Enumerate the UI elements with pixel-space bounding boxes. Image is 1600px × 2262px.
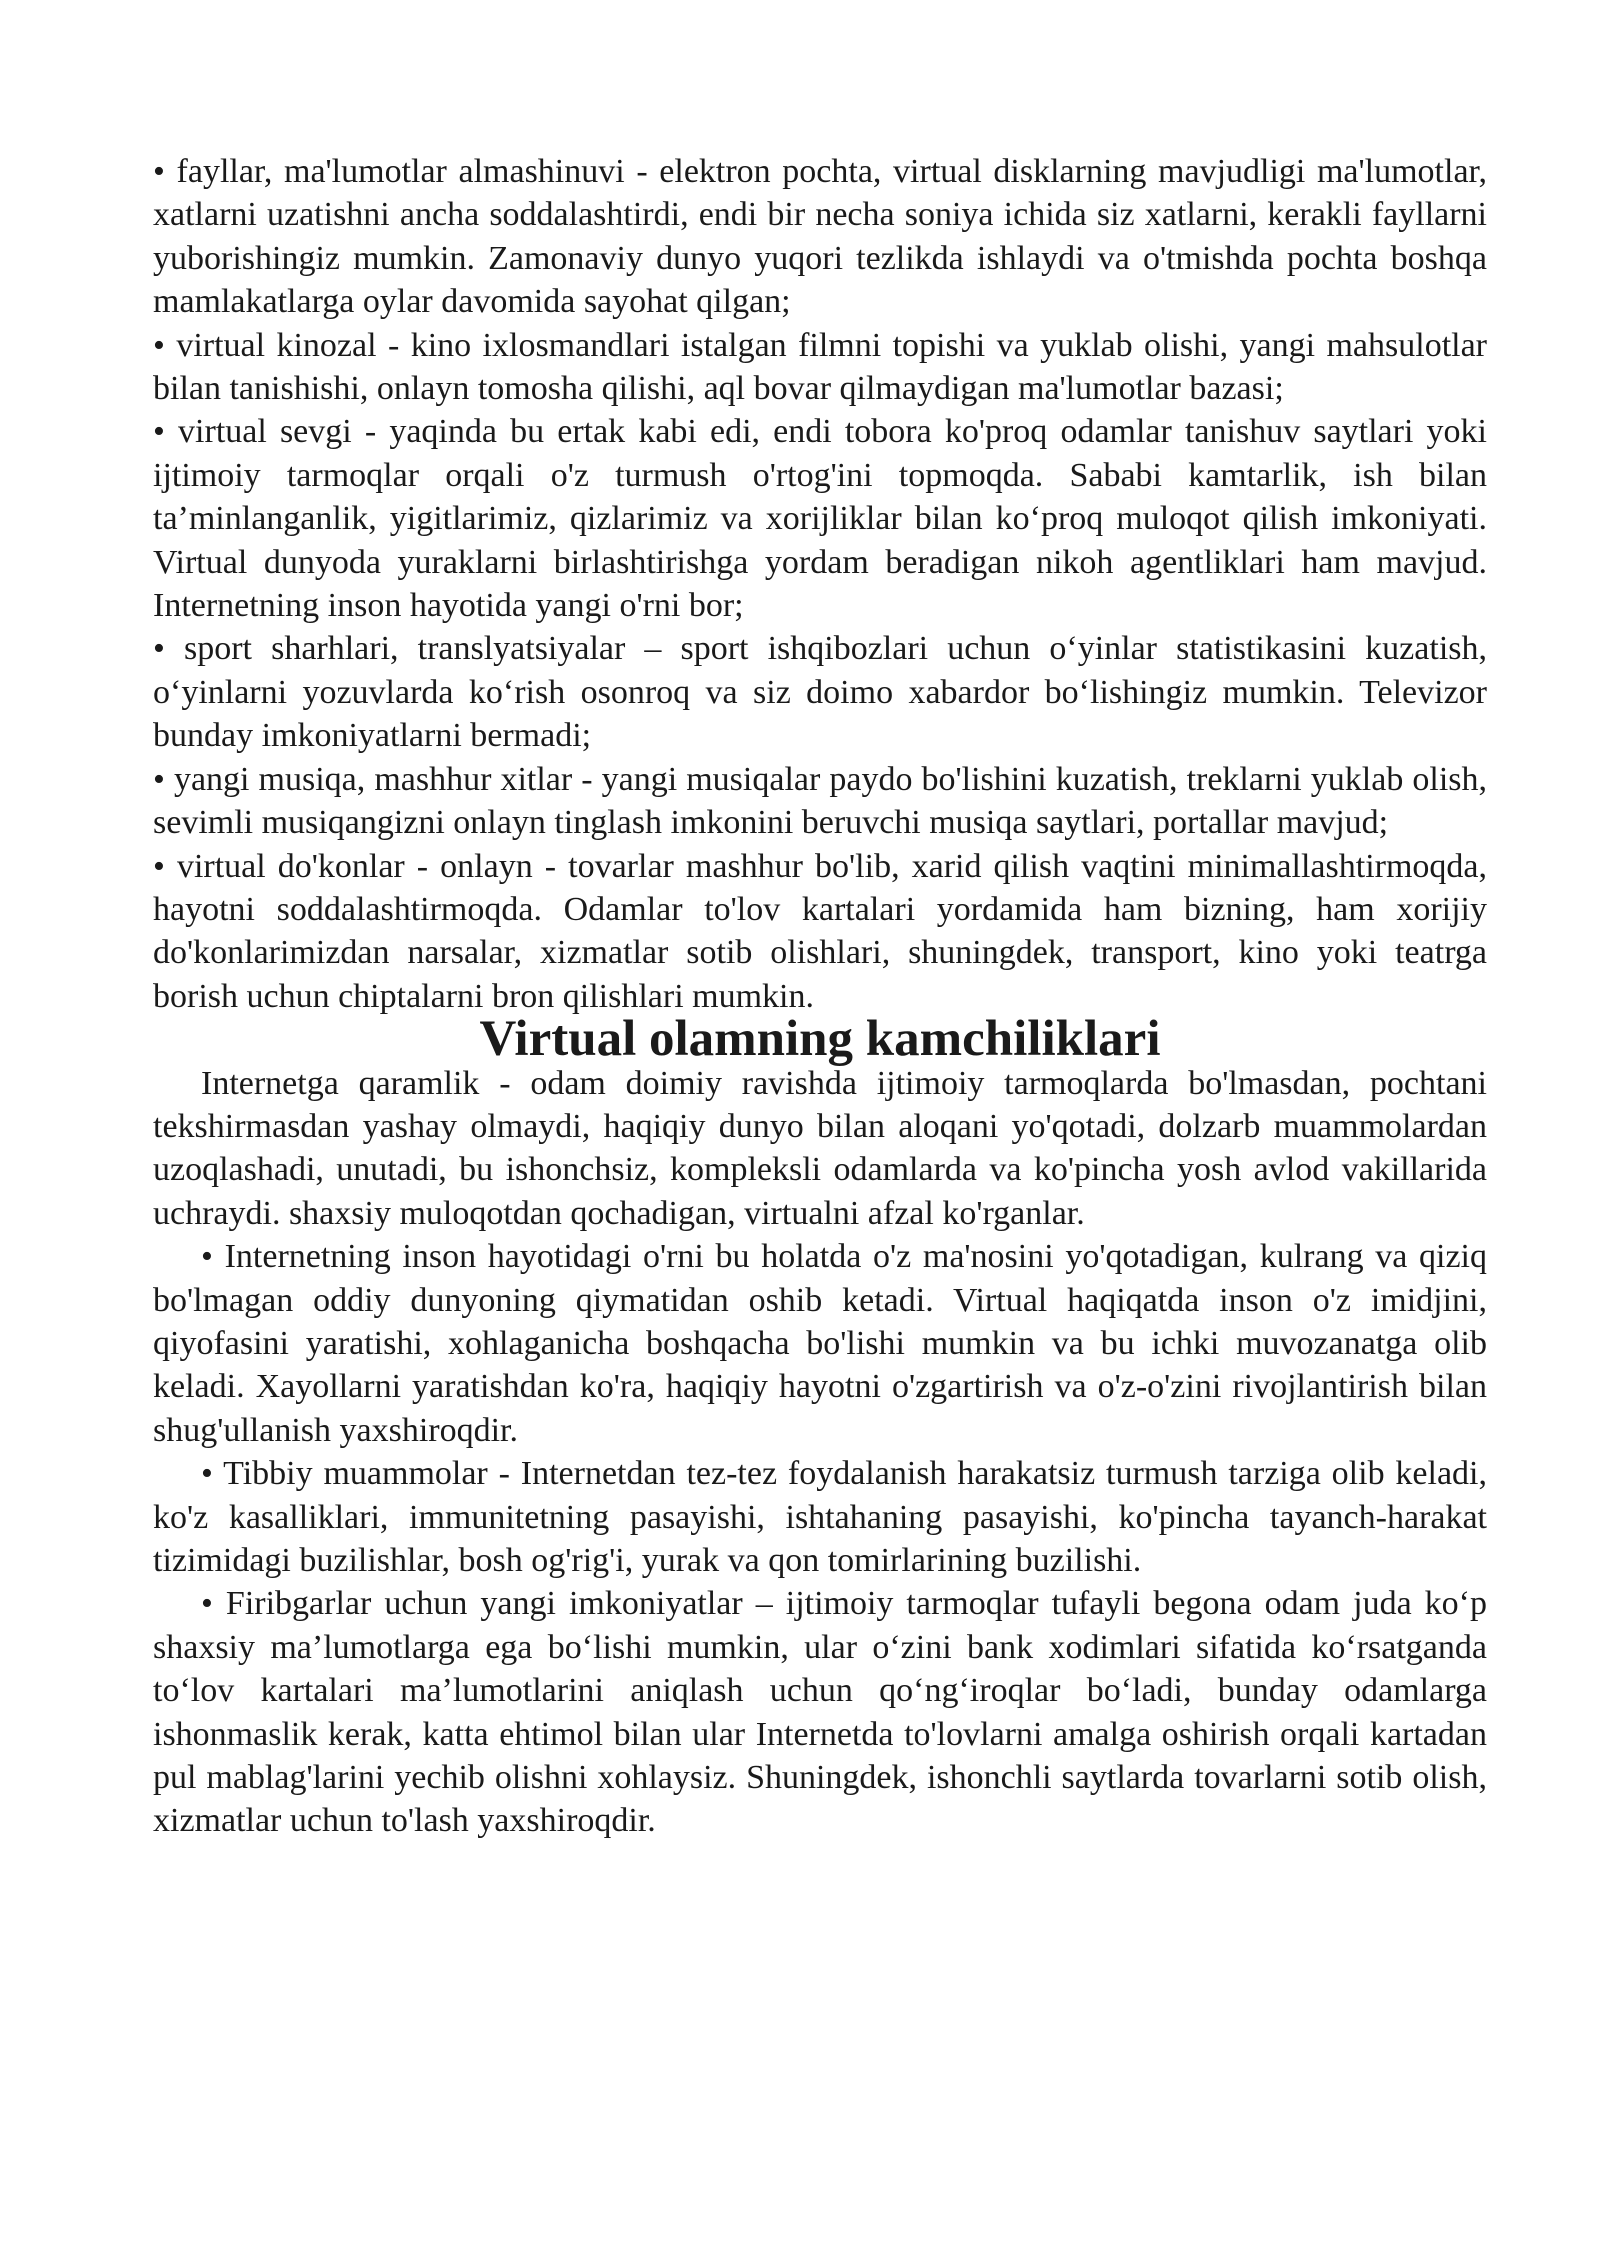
bullet-paragraph-sports: • sport sharhlari, translyatsiyalar – sport ishqibozlari uchun o‘yinlar statistikasini kuzatish, o‘yinlarni yozuvlarda ko‘rish osonroq va siz doimo xabardor bo‘lishingiz mumkin. Televizor bunday imkoniyatlarni bermadi;: [153, 630, 1487, 755]
paragraph-fraud-opportunities: • Firibgarlar uchun yangi imkoniyatlar – ijtimoiy tarmoqlar tufayli begona odam juda ko‘p shaxsiy ma’lumotlarga ega bo‘lishi mumkin, ular o‘zini bank xodimlari sifatida ko‘rsatganda to‘lov kartalari ma’lumotlarini aniqlash uchun qo‘ng‘iroqlar bo‘ladi, bunday odamlarga ishonmaslik kerak, katta ehtimol bilan ular Internetda to'lovlarni amalga oshirish orqali kartadan pul mablag'larini yechib olishni xohlaysiz. Shuningdek, ishonchli saytlarda tovarlarni sotib olish, xizmatlar uchun to'lash yaxshiroqdir.: [153, 1585, 1487, 1840]
bullet-paragraph-virtual-shops: • virtual do'konlar - onlayn - tovarlar mashhur bo'lib, xarid qilish vaqtini minimallashtirmoqda, hayotni soddalashtirmoqda. Odamlar to'lov kartalari yordamida ham bizning, ham xorijiy do'konlarimizdan narsalar, xizmatlar sotib olishlari, shuningdek, transport, kino yoki teatrga borish uchun chiptalarni bron qilishlari mumkin.: [153, 847, 1487, 1015]
paragraph-medical-problems: • Tibbiy muammolar - Internetdan tez-tez foydalanish harakatsiz turmush tarziga olib keladi, ko'z kasalliklari, immunitetning pasayishi, ishtahaning pasayishi, ko'pincha tayanch-harakat tizimidagi buzilishlar, bosh og'rig'i, yurak va qon tomirlarining buzilishi.: [153, 1455, 1487, 1579]
bullet-paragraph-virtual-cinema: • virtual kinozal - kino ixlosmandlari istalgan filmni topishi va yuklab olishi, yangi mahsulotlar bilan tanishishi, onlayn tomosha qilishi, aql bovar qilmaydigan ma'lumotlar bazasi;: [153, 326, 1487, 408]
bullet-paragraph-virtual-love: • virtual sevgi - yaqinda bu ertak kabi edi, endi tobora ko'proq odamlar tanishuv saytlari yoki ijtimoiy tarmoqlar orqali o'z turmush o'rtog'ini topmoqda. Sababi kamtarlik, ish bilan ta’minlanganlik, yigitlarimiz, qizlarimiz va xorijliklar bilan ko‘proq muloqot qilish imkoniyati. Virtual dunyoda yuraklarni birlashtirishga yordam beradigan nikoh agentliklari ham mavjud. Internetning inson hayotida yangi o'rni bor;: [153, 413, 1487, 625]
document-page: [153, 150, 1487, 1843]
bullet-paragraph-file-exchange: • fayllar, ma'lumotlar almashinuvi - elektron pochta, virtual disklarning mavjudligi ma'lumotlar, xatlarni uzatishni ancha soddalashtirdi, endi bir necha soniya ichida siz xatlarni, kerakli fayllarni yuborishingiz mumkin. Zamonaviy dunyo yuqori tezlikda ishlaydi va o'tmishda pochta boshqa mamlakatlarga oylar davomida sayohat qilgan;: [153, 153, 1487, 321]
paragraph-internet-role: • Internetning inson hayotidagi o'rni bu holatda o'z ma'nosini yo'qotadigan, kulrang va qiziq bo'lmagan oddiy dunyoning qiymatidan oshib ketadi. Virtual haqiqatda inson o'z imidjini, qiyofasini yaratishi, xohlaganicha boshqacha bo'lishi mumkin va bu ichki muvozanatga olib keladi. Xayollarni yaratishdan ko'ra, haqiqiy hayotni o'zgartirish va o'z-o'zini rivojlantirish bilan shug'ullanish yaxshiroqdir.: [153, 1238, 1487, 1449]
paragraph-internet-addiction: Internetga qaramlik - odam doimiy ravishda ijtimoiy tarmoqlarda bo'lmasdan, pochtani tekshirmasdan yashay olmaydi, haqiqiy dunyo bilan aloqani yo'qotadi, dolzarb muammolardan uzoqlashadi, unutadi, bu ishonchsiz, kompleksli odamlarda va ko'pincha yosh avlod vakillarida uchraydi. shaxsiy muloqotdan qochadigan, virtualni afzal ko'rganlar.: [153, 1064, 1487, 1232]
bullet-paragraph-music: • yangi musiqa, mashhur xitlar - yangi musiqalar paydo bo'lishini kuzatish, treklarni yuklab olish, sevimli musiqangizni onlayn tinglash imkonini beruvchi musiqa saytlari, portallar mavjud;: [153, 760, 1487, 842]
section-heading: Virtual olamning kamchiliklari: [479, 1011, 1161, 1068]
